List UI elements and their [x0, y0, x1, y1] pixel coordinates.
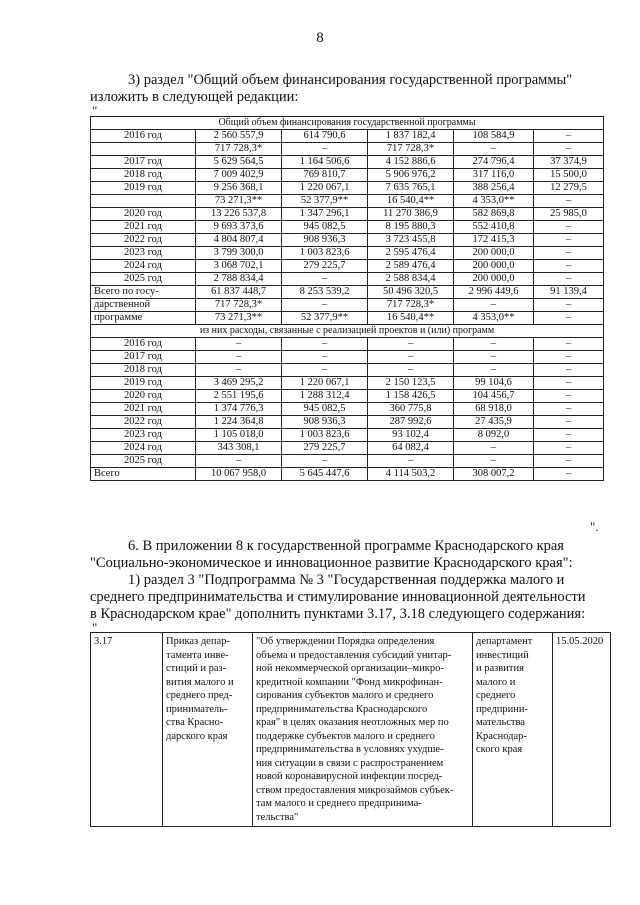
responsible-body — [473, 633, 553, 827]
table-cell: – — [282, 364, 368, 377]
row-label: 2021 год — [91, 403, 196, 416]
table-cell: – — [534, 221, 604, 234]
document-title-line: тельства" — [256, 811, 299, 823]
table-cell: 8 253 539,2 — [282, 286, 368, 299]
row-label: 2025 год — [91, 455, 196, 468]
table-cell: – — [454, 351, 534, 364]
document-type-line: Приказ депар- — [166, 636, 230, 647]
document-type-line: тамента инве- — [166, 649, 229, 661]
table-cell: 717 728,3* — [196, 299, 282, 312]
table-cell: 91 139,4 — [534, 286, 604, 299]
table-cell: 343 308,1 — [196, 442, 282, 455]
responsible-line: среднего — [476, 690, 516, 701]
table-cell: 27 435,9 — [454, 416, 534, 429]
row-label: 2019 год — [91, 377, 196, 390]
document-date: 15.05.2020 — [553, 633, 611, 827]
row-label: 2022 год — [91, 416, 196, 429]
table-header-row — [91, 117, 604, 130]
row-label: 2020 год — [91, 208, 196, 221]
table-cell: 8 195 880,3 — [368, 221, 454, 234]
table-cell: 200 000,0 — [454, 247, 534, 260]
table-cell: – — [196, 338, 282, 351]
close-quote: ". — [590, 519, 599, 534]
document-title-line: там малого и среднего предпринима- — [256, 798, 422, 809]
table-cell: 1 105 018,0 — [196, 429, 282, 442]
table-row — [91, 273, 604, 286]
total-label-2: дарственной — [91, 299, 196, 312]
table-cell: 717 728,3* — [196, 143, 282, 156]
row-label: 2023 год — [91, 429, 196, 442]
table-cell: – — [454, 143, 534, 156]
table-cell: 614 790,6 — [282, 130, 368, 143]
table-cell: 1 003 823,6 — [282, 429, 368, 442]
table-cell: 317 116,0 — [454, 169, 534, 182]
row-label: 2017 год — [91, 351, 196, 364]
table-cell: – — [534, 468, 604, 481]
table-row — [91, 221, 604, 234]
table-cell: – — [534, 364, 604, 377]
table-cell: 13 226 537,8 — [196, 208, 282, 221]
responsible-line: инвестиций — [476, 649, 529, 661]
table-cell: 9 693 373,6 — [196, 221, 282, 234]
table-cell: – — [534, 455, 604, 468]
table-row — [91, 208, 604, 221]
table-cell: – — [282, 299, 368, 312]
responsible-line: департамент — [476, 636, 533, 647]
table-row — [91, 143, 604, 156]
table-cell: 3 723 455,8 — [368, 234, 454, 247]
project-row — [91, 455, 604, 468]
document-type-line: ства Красно- — [166, 717, 224, 728]
table-cell: 717 728,3* — [368, 299, 454, 312]
table-cell: 945 082,5 — [282, 403, 368, 416]
table-row — [91, 156, 604, 169]
table-cell: – — [282, 455, 368, 468]
table-cell: 4 353,0** — [454, 312, 534, 325]
project-row — [91, 377, 604, 390]
intro-line-1: 3) раздел "Общий объем финансирования государственной программы" — [128, 72, 573, 88]
table-cell: – — [534, 273, 604, 286]
table-cell: 2 150 123,5 — [368, 377, 454, 390]
table-cell: 52 377,9** — [282, 195, 368, 208]
table-cell: 50 496 320,5 — [368, 286, 454, 299]
table-cell: 2 788 834,4 — [196, 273, 282, 286]
table-cell: 1 158 426,5 — [368, 390, 454, 403]
table-cell: – — [534, 429, 604, 442]
row-label: 2024 год — [91, 260, 196, 273]
document-title-line: края" в целях оказания неотложных мер по — [256, 717, 449, 728]
table-cell: 7 009 402,9 — [196, 169, 282, 182]
table-cell: 1 220 067,1 — [282, 377, 368, 390]
section6-line-5: в Краснодарском крае" дополнить пунктами 3.17, 3.18 следующего содержания: — [90, 606, 586, 622]
document-title-line: кредитной компании "Фонд микрофинан- — [256, 676, 443, 688]
table-cell: 4 152 886,6 — [368, 156, 454, 169]
responsible-line: ского края — [476, 744, 523, 755]
table-cell: 10 067 958,0 — [196, 468, 282, 481]
document-title-line: поддержке субъектов малого и среднего — [256, 730, 435, 742]
table-cell: – — [368, 455, 454, 468]
table-cell: 3 469 295,2 — [196, 377, 282, 390]
table-cell: 908 936,3 — [282, 234, 368, 247]
table-cell: – — [454, 338, 534, 351]
document-type-line: стиций и раз- — [166, 663, 227, 674]
row-label: 2016 год — [91, 130, 196, 143]
row-label: 2018 год — [91, 364, 196, 377]
table-cell: 64 082,4 — [368, 442, 454, 455]
table-cell: – — [368, 364, 454, 377]
table-cell: 200 000,0 — [454, 273, 534, 286]
row-label: 2020 год — [91, 390, 196, 403]
table-cell: – — [282, 143, 368, 156]
subprogram-row — [91, 633, 611, 827]
table-cell: 2 589 476,4 — [368, 260, 454, 273]
table-cell: 16 540,4** — [368, 312, 454, 325]
table-cell: 552 410,8 — [454, 221, 534, 234]
table-row — [91, 182, 604, 195]
table-cell: 279 225,7 — [282, 442, 368, 455]
table-cell: 717 728,3* — [368, 143, 454, 156]
table-cell: – — [534, 234, 604, 247]
subprogram-table — [90, 632, 611, 827]
table-cell: – — [282, 351, 368, 364]
document-title — [253, 633, 473, 827]
table-cell: 108 584,9 — [454, 130, 534, 143]
table-cell: – — [534, 416, 604, 429]
projects-header-row — [91, 325, 604, 338]
section6-line-2: "Социально-экономическое и инновационное развитие Краснодарского края": — [90, 555, 573, 571]
table-cell: 769 810,7 — [282, 169, 368, 182]
table-cell: 61 837 448,7 — [196, 286, 282, 299]
row-label: 2018 год — [91, 169, 196, 182]
table-cell: 388 256,4 — [454, 182, 534, 195]
row-label: 2024 год — [91, 442, 196, 455]
table-cell: 1 288 312,4 — [282, 390, 368, 403]
document-title-line: ной некоммерческой организации–микро- — [256, 663, 444, 674]
total-label-3: программе — [91, 312, 196, 325]
row-label: 2023 год — [91, 247, 196, 260]
table-cell: 582 869,8 — [454, 208, 534, 221]
table-row — [91, 260, 604, 273]
table-cell: – — [534, 143, 604, 156]
table-cell: 1 164 506,6 — [282, 156, 368, 169]
project-row — [91, 429, 604, 442]
table-cell: – — [534, 403, 604, 416]
table-cell: 68 918,0 — [454, 403, 534, 416]
table-cell: 73 271,3** — [196, 195, 282, 208]
table-cell: 73 271,3** — [196, 312, 282, 325]
document-title-line: сирования субъектов малого и среднего — [256, 690, 434, 701]
table-cell: 3 068 702,1 — [196, 260, 282, 273]
row-label — [91, 143, 196, 156]
row-label: 2021 год — [91, 221, 196, 234]
document-type — [163, 633, 253, 827]
table-cell: – — [534, 130, 604, 143]
row-label: 2022 год — [91, 234, 196, 247]
row-label: Всего — [91, 468, 196, 481]
table-cell: 93 102,4 — [368, 429, 454, 442]
total-row — [91, 286, 604, 299]
table-cell: 7 635 765,1 — [368, 182, 454, 195]
project-row — [91, 403, 604, 416]
total-label-1: Всего по госу- — [91, 286, 196, 299]
table-cell: – — [534, 377, 604, 390]
table-cell: – — [454, 455, 534, 468]
section6-line-3: 1) раздел 3 "Подпрограмма № 3 "Государственная поддержка малого и — [128, 572, 565, 588]
section6-line-1: 6. В приложении 8 к государственной программе Краснодарского края — [128, 538, 564, 554]
table-cell: 1 374 776,3 — [196, 403, 282, 416]
table-cell: – — [534, 390, 604, 403]
table-cell: 16 540,4** — [368, 195, 454, 208]
document-title-line: объема и предоставления субсидий унитар- — [256, 649, 452, 661]
table-cell: – — [534, 351, 604, 364]
table-cell: 1 224 364,8 — [196, 416, 282, 429]
table-cell: – — [368, 351, 454, 364]
table-cell: 2 560 557,9 — [196, 130, 282, 143]
table-cell: 5 629 564,5 — [196, 156, 282, 169]
table-cell: 8 092,0 — [454, 429, 534, 442]
table-cell: – — [534, 247, 604, 260]
table-cell: 9 256 368,1 — [196, 182, 282, 195]
table-cell: – — [368, 338, 454, 351]
table-cell: – — [534, 442, 604, 455]
table-cell: – — [282, 273, 368, 286]
table-cell: 274 796,4 — [454, 156, 534, 169]
table-cell: 1 220 067,1 — [282, 182, 368, 195]
table-cell: 3 799 300,0 — [196, 247, 282, 260]
document-title-line: ством предоставления микрозаймов субъек- — [256, 784, 454, 796]
responsible-line: мательства — [476, 717, 525, 728]
table-cell: 4 114 503,2 — [368, 468, 454, 481]
section6-line-4: среднего предпринимательства и стимулирование инновационной деятельности — [90, 589, 586, 605]
document-title-line: "Об утверждении Порядка определения — [256, 636, 435, 647]
table-cell: – — [196, 351, 282, 364]
table-cell: – — [196, 364, 282, 377]
table-cell: 200 000,0 — [454, 260, 534, 273]
row-label: 2016 год — [91, 338, 196, 351]
table-cell: 12 279,5 — [534, 182, 604, 195]
table-cell: 5 645 447,6 — [282, 468, 368, 481]
table-row — [91, 169, 604, 182]
table-cell: 25 985,0 — [534, 208, 604, 221]
total-row — [91, 299, 604, 312]
table-cell: – — [534, 195, 604, 208]
table-cell: – — [454, 364, 534, 377]
table-cell: 2 595 476,4 — [368, 247, 454, 260]
table-cell: 37 374,9 — [534, 156, 604, 169]
row-label: 2025 год — [91, 273, 196, 286]
table-cell: 4 804 807,4 — [196, 234, 282, 247]
projects-header: из них расходы, связанные с реализацией проектов и (или) программ — [91, 325, 604, 338]
responsible-line: предприни- — [476, 703, 528, 715]
table-row — [91, 130, 604, 143]
open-quote-2: " — [92, 620, 98, 635]
document-title-line: предпринимательства Краснодарского — [256, 703, 428, 715]
responsible-line: малого и — [476, 676, 516, 688]
document-title-line: новой коронавирусной инфекции посред- — [256, 771, 443, 782]
table-cell: 2 996 449,6 — [454, 286, 534, 299]
table-header: Общий объем финансирования государственной программы — [91, 117, 604, 130]
table-cell: 52 377,9** — [282, 312, 368, 325]
table-cell: 99 104,6 — [454, 377, 534, 390]
table-cell: 279 225,7 — [282, 260, 368, 273]
table-cell: 2 588 834,4 — [368, 273, 454, 286]
table-row — [91, 234, 604, 247]
project-row — [91, 338, 604, 351]
table-cell: 5 906 976,2 — [368, 169, 454, 182]
table-cell: – — [534, 260, 604, 273]
document-type-line: среднего пред- — [166, 690, 233, 701]
table-cell: 4 353,0** — [454, 195, 534, 208]
table-cell: – — [534, 299, 604, 312]
table-cell: 287 992,6 — [368, 416, 454, 429]
total-row — [91, 312, 604, 325]
table-cell: – — [534, 312, 604, 325]
table-cell: 308 007,2 — [454, 468, 534, 481]
table-cell: 172 415,3 — [454, 234, 534, 247]
table-cell: 360 775,8 — [368, 403, 454, 416]
responsible-line: и развития — [476, 663, 524, 674]
table-cell: 945 082,5 — [282, 221, 368, 234]
table-cell: – — [196, 455, 282, 468]
open-quote: " — [92, 103, 98, 118]
page-number: 8 — [316, 30, 324, 46]
project-row — [91, 351, 604, 364]
project-row — [91, 442, 604, 455]
document-type-line: дарского края — [166, 730, 228, 742]
table-row — [91, 247, 604, 260]
project-row — [91, 390, 604, 403]
document-type-line: приниматель- — [166, 703, 228, 715]
table-cell: – — [534, 338, 604, 351]
table-cell: – — [454, 442, 534, 455]
project-row — [91, 416, 604, 429]
responsible-line: Краснодар- — [476, 730, 527, 742]
table-cell: 2 551 195,6 — [196, 390, 282, 403]
row-label: 2017 год — [91, 156, 196, 169]
item-number: 3.17 — [91, 633, 163, 827]
intro-line-2: изложить в следующей редакции: — [90, 89, 299, 105]
document-title-line: предпринимательства в условиях ухудше- — [256, 744, 444, 755]
finance-table — [90, 116, 604, 481]
project-row — [91, 468, 604, 481]
table-cell: 908 936,3 — [282, 416, 368, 429]
table-cell: – — [454, 299, 534, 312]
table-cell: 104 456,7 — [454, 390, 534, 403]
table-row — [91, 195, 604, 208]
table-cell: 1 003 823,6 — [282, 247, 368, 260]
row-label: 2019 год — [91, 182, 196, 195]
document-type-line: вития малого и — [166, 676, 234, 688]
table-cell: 1 347 296,1 — [282, 208, 368, 221]
row-label — [91, 195, 196, 208]
table-cell: 15 500,0 — [534, 169, 604, 182]
table-cell: 11 270 386,9 — [368, 208, 454, 221]
table-cell: 1 837 182,4 — [368, 130, 454, 143]
table-cell: – — [282, 338, 368, 351]
project-row — [91, 364, 604, 377]
document-title-line: ния ситуации в связи с распространением — [256, 757, 444, 769]
